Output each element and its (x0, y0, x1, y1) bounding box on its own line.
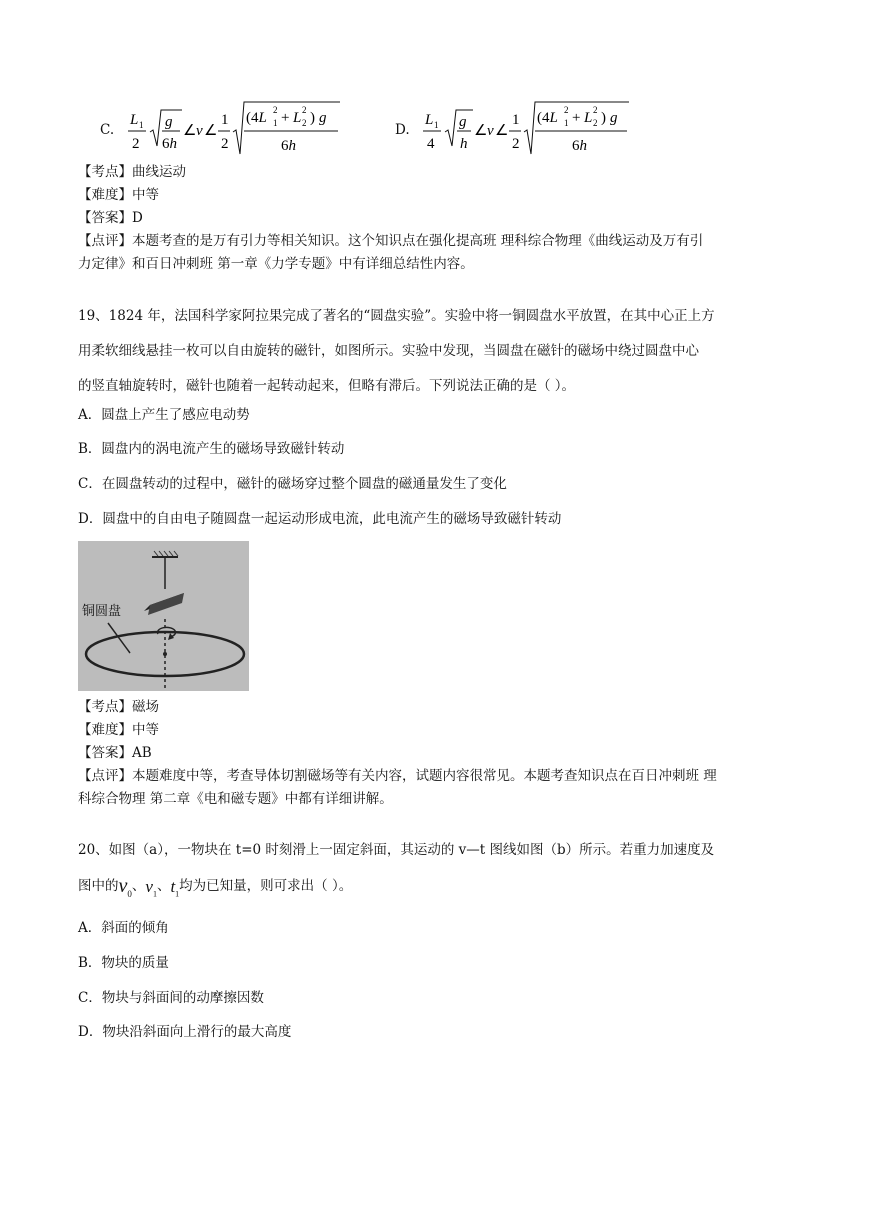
svg-text:1: 1 (434, 120, 439, 130)
svg-text:∠: ∠ (474, 123, 488, 139)
svg-text:2: 2 (302, 105, 307, 115)
svg-text:2: 2 (132, 136, 140, 152)
q18-kaodian: 【考点】曲线运动 (78, 164, 186, 180)
svg-text:1: 1 (273, 118, 278, 128)
svg-text:2: 2 (593, 105, 598, 115)
q18-option-d (395, 98, 635, 160)
svg-text:L: L (584, 110, 593, 126)
q19-stem-line3: 的竖直轴旋转时，磁针也随着一起转动起来，但略有滞后。下列说法正确的是（ ）。 (78, 378, 576, 394)
option-c-formula (122, 98, 362, 160)
q19-nandu: 【难度】中等 (78, 722, 159, 738)
svg-text:4: 4 (427, 136, 435, 152)
svg-text:g: g (459, 114, 467, 130)
q19-option-b: B．圆盘内的涡电流产生的磁场导致磁针转动 (78, 441, 345, 457)
q19-option-c: C．在圆盘转动的过程中，磁针的磁场穿过整个圆盘的磁通量发生了变化 (78, 476, 507, 492)
q19-stem-line2: 用柔软细线悬挂一枚可以自由旋转的磁针，如图所示。实验中发现，当圆盘在磁针的磁场中绕过圆盘中心 (78, 343, 699, 359)
q19-comment-line2: 科综合物理 第二章《电和磁专题》中都有详细讲解。 (78, 791, 393, 807)
q19-option-d: D．圆盘中的自由电子随圆盘一起运动形成电流，此电流产生的磁场导致磁针转动 (78, 511, 562, 527)
svg-text:): ) (601, 110, 606, 126)
svg-text:2: 2 (564, 105, 569, 115)
svg-text:1: 1 (221, 112, 229, 128)
svg-text:6h: 6h (281, 138, 296, 154)
svg-text:+: + (281, 110, 290, 126)
q20-option-b: B．物块的质量 (78, 955, 169, 971)
svg-text:(4L: (4L (537, 110, 558, 126)
svg-text:L: L (130, 112, 139, 128)
svg-text:∠: ∠ (183, 123, 197, 139)
svg-text:v: v (487, 123, 494, 139)
q18-answer: 【答案】D (78, 210, 143, 226)
q19-answer: 【答案】AB (78, 745, 152, 761)
var-v1: $v_1$ (145, 877, 157, 899)
q18-nandu: 【难度】中等 (78, 187, 159, 203)
svg-text:1: 1 (139, 120, 144, 130)
var-v0: $v_0$ (118, 875, 132, 899)
q20-stem-line1: 20、如图（a），一物块在 t=0 时刻滑上一固定斜面，其运动的 v—t 图线如图（b）所示。若重力加速度及 (78, 842, 715, 858)
copper-disc-figure (78, 541, 249, 691)
svg-text:6h: 6h (572, 138, 587, 154)
svg-text:+: + (572, 110, 581, 126)
separator: 、 (131, 878, 146, 894)
svg-text:2: 2 (512, 136, 520, 152)
svg-text:∠: ∠ (495, 123, 509, 139)
figure-label-copper-disc: 铜圆盘 (82, 604, 122, 619)
q19-stem-line1: 19、1824 年，法国科学家阿拉果完成了著名的“圆盘实验”。实验中将一铜圆盘水平放置，在其中心正上方 (78, 308, 715, 324)
svg-text:h: h (460, 136, 468, 152)
q20-stem-prefix: 图中的 (78, 878, 119, 894)
svg-text:): ) (310, 110, 315, 126)
svg-text:2: 2 (273, 105, 278, 115)
svg-text:L: L (425, 112, 434, 128)
svg-text:L: L (293, 110, 302, 126)
option-d-formula (417, 98, 647, 160)
option-d-label: D. (395, 122, 410, 138)
q19-comment-line1: 【点评】本题难度中等，考查导体切割磁场等有关内容，试题内容很常见。本题考查知识点在百日冲刺班 理 (78, 768, 717, 784)
q20-option-d: D．物块沿斜面向上滑行的最大高度 (78, 1024, 292, 1040)
q20-option-a: A．斜面的倾角 (78, 920, 169, 936)
option-c-label: C. (100, 122, 115, 138)
q20-stem-suffix: 均为已知量，则可求出（ ）。 (179, 878, 353, 894)
q19-kaodian: 【考点】磁场 (78, 699, 159, 715)
q20-stem-line2 (78, 876, 352, 906)
q18-comment-line1: 【点评】本题考查的是万有引力等相关知识。这个知识点在强化提高班 理科综合物理《曲线运动及万有引 (78, 233, 704, 249)
svg-text:2: 2 (593, 118, 598, 128)
q19-option-a: A．圆盘上产生了感应电动势 (78, 407, 250, 423)
svg-text:2: 2 (302, 118, 307, 128)
svg-text:g: g (165, 114, 173, 130)
svg-text:1: 1 (512, 112, 520, 128)
q18-option-c (100, 98, 350, 160)
svg-text:∠: ∠ (204, 123, 218, 139)
svg-text:1: 1 (564, 118, 569, 128)
svg-text:6h: 6h (162, 136, 177, 152)
svg-text:g: g (610, 110, 618, 126)
svg-text:(4L: (4L (246, 110, 267, 126)
svg-text:g: g (319, 110, 327, 126)
svg-text:v: v (196, 123, 203, 139)
svg-text:2: 2 (221, 136, 229, 152)
var-t1: $t_1$ (170, 877, 180, 899)
q20-option-c: C．物块与斜面间的动摩擦因数 (78, 990, 264, 1006)
separator: 、 (156, 878, 171, 894)
q18-comment-line2: 力定律》和百日冲刺班 第一章《力学专题》中有详细总结性内容。 (78, 256, 474, 272)
